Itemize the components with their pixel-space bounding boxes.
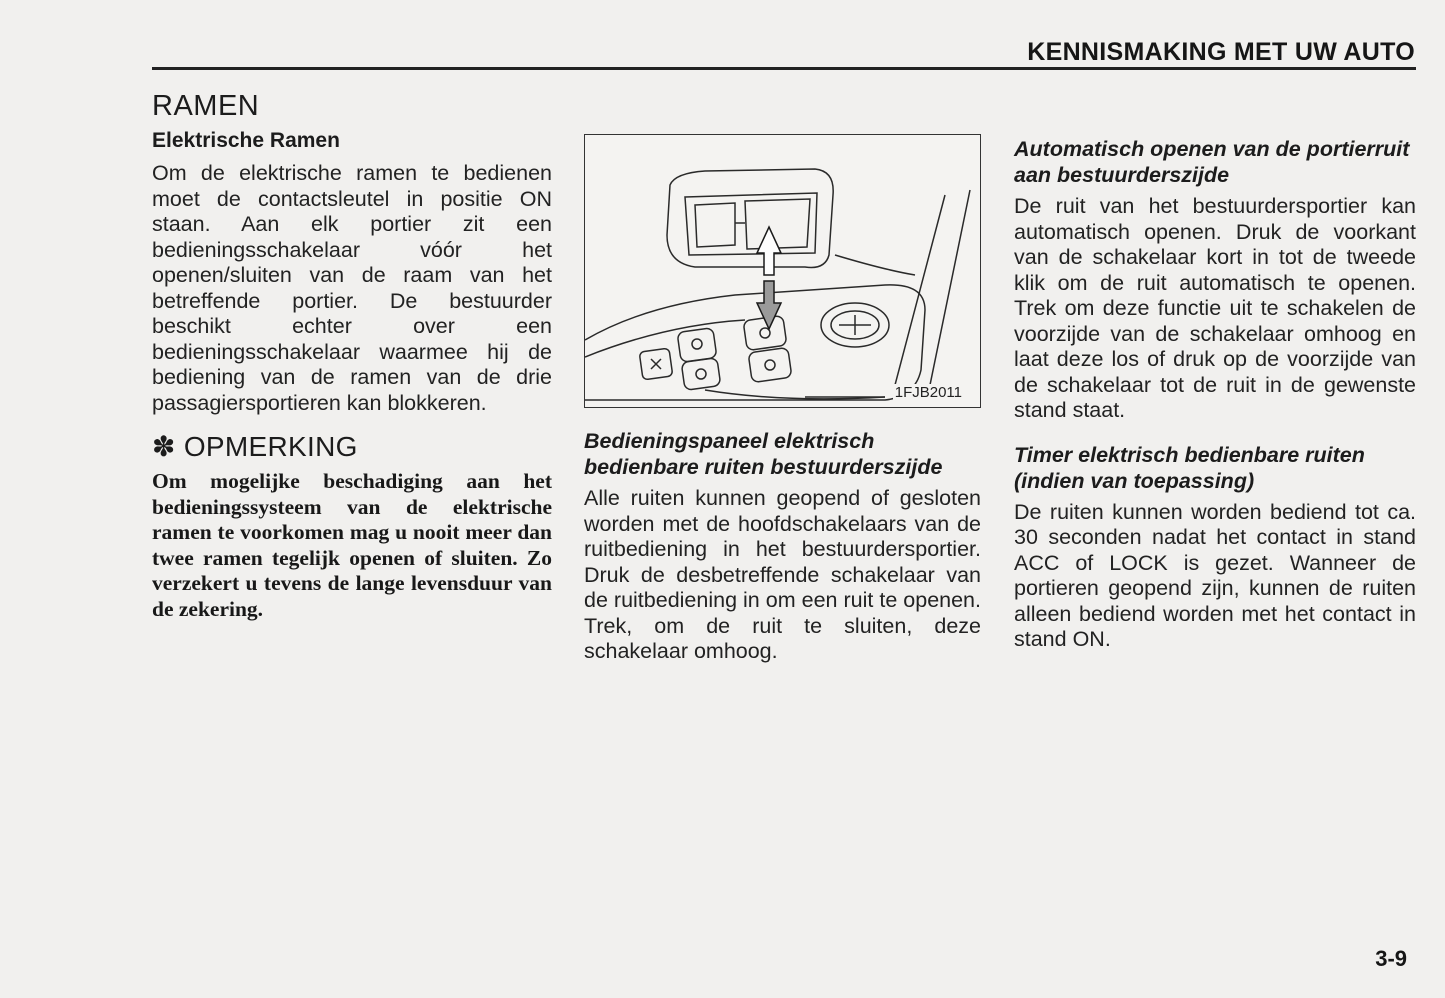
right-column <box>1014 136 1416 653</box>
middle-column <box>584 134 981 665</box>
figure-caption-heading: Bedieningspaneel elektrisch bedienbare ruiten bestuurderszijde <box>584 429 943 479</box>
timer-heading: Timer elektrisch bedienbare ruiten (indien van toepassing) <box>1014 442 1365 493</box>
page-number: 3-9 <box>1375 946 1407 971</box>
spacer <box>1014 424 1416 442</box>
figure-caption-body: Alle ruiten kunnen geopend of gesloten worden met de hoofdschakelaars van de ruitbediening in het bestuurdersportier. Druk de desbetreffende schakelaar van de ruitbediening in om een ruit te openen. Trek, om de ruit te sluiten, deze schakelaar omhoog. <box>584 486 981 663</box>
timer-body: De ruiten kunnen worden bediend tot ca. 30 seconden nadat het contact in stand ACC of LOCK is gezet. Wanneer de portieren geopend zijn, kunnen de ruiten alleen bediend worden met het contact in stand ON. <box>1014 499 1416 651</box>
note-paragraph: Om mogelijke beschadiging aan het bedieningssysteem van de elektrische ramen te voorkomen mag u nooit meer dan twee ramen tegelijk openen of sluiten. Zo verzekert u tevens de lange levensduur van de zekering. <box>152 469 552 621</box>
header-rule <box>152 67 1416 70</box>
auto-open-body: De ruit van het bestuurdersportier kan automatisch openen. Druk de voorkant van de schakelaar kort in tot de tweede klik om de ruit automatisch te openen. Trek om deze functie uit te schakelen de voorzijde van de schakelaar omhoog en laat deze los of druk op de voorzijde van de schakelaar tot de ruit in de gewenste stand staat. <box>1014 194 1416 422</box>
section-title: RAMEN <box>152 90 260 122</box>
sub-title: Elektrische Ramen <box>152 129 340 152</box>
switch-panel-figure <box>584 134 981 408</box>
figure-code: 1FJB2011 <box>894 384 962 401</box>
note-title: ✽ OPMERKING <box>152 431 358 462</box>
header-title: KENNISMAKING MET UW AUTO <box>1027 38 1415 66</box>
left-column <box>152 90 552 622</box>
door-switch-illustration <box>585 135 980 407</box>
auto-open-heading: Automatisch openen van de portierruit aan bestuurderszijde <box>1014 137 1410 187</box>
intro-paragraph: Om de elektrische ramen te bedienen moet de contactsleutel in positie ON staan. Aan elk portier zit een bedieningsschakelaar vóór het openen/sluiten van de raam van het betreffende portier. De bestuurder beschikt echter over een bedieningsschakelaar waarmee hij de bediening van de ramen van de drie passagiersportieren kan blokkeren. <box>152 161 552 415</box>
